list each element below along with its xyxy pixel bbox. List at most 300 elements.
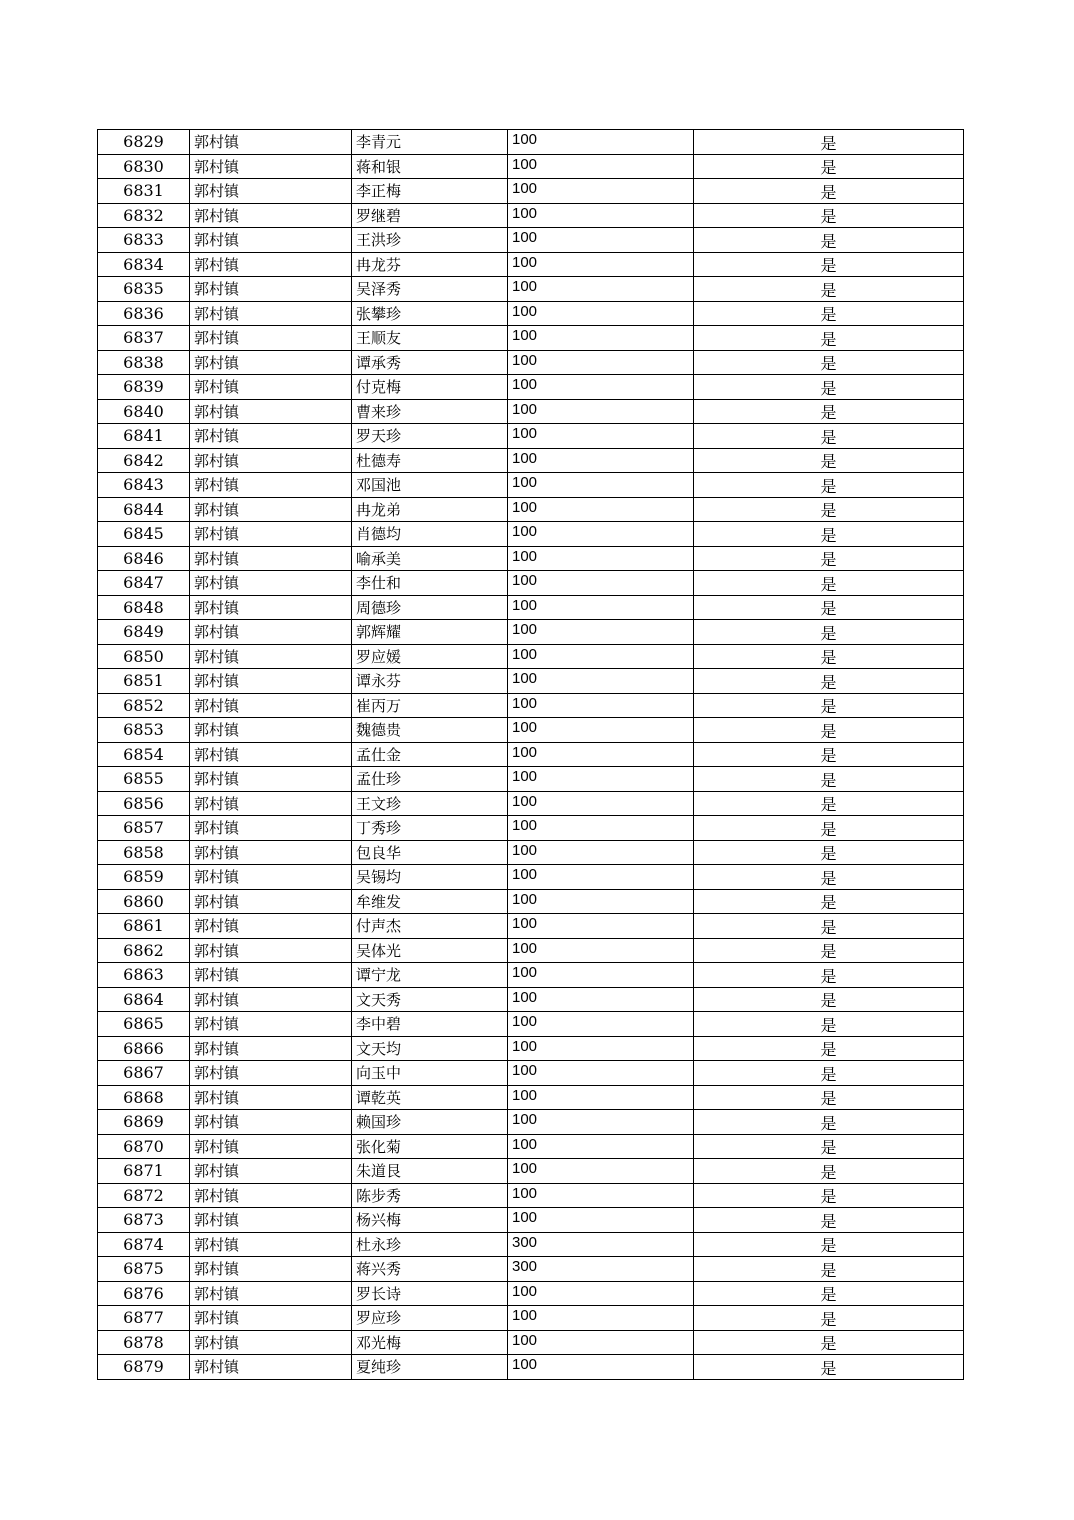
row-number-cell: 6862 xyxy=(98,938,190,963)
amount-cell: 100 xyxy=(508,1330,694,1355)
name-cell: 朱道艮 xyxy=(352,1159,508,1184)
amount-cell: 100 xyxy=(508,1306,694,1331)
amount-cell: 100 xyxy=(508,889,694,914)
amount-cell: 100 xyxy=(508,1036,694,1061)
row-number-cell: 6877 xyxy=(98,1306,190,1331)
row-number-cell: 6861 xyxy=(98,914,190,939)
amount-cell: 100 xyxy=(508,179,694,204)
row-number-cell: 6873 xyxy=(98,1208,190,1233)
town-cell: 郭村镇 xyxy=(190,375,352,400)
data-table xyxy=(97,129,964,1380)
row-number-cell: 6864 xyxy=(98,987,190,1012)
name-cell: 吴锡均 xyxy=(352,865,508,890)
row-number-cell: 6841 xyxy=(98,424,190,449)
amount-cell: 100 xyxy=(508,742,694,767)
row-number-cell: 6849 xyxy=(98,620,190,645)
table-row xyxy=(98,938,964,963)
row-number-cell: 6845 xyxy=(98,522,190,547)
amount-cell: 100 xyxy=(508,1085,694,1110)
name-cell: 郭辉耀 xyxy=(352,620,508,645)
table-row xyxy=(98,130,964,155)
town-cell: 郭村镇 xyxy=(190,228,352,253)
flag-cell: 是 xyxy=(694,742,964,767)
amount-cell: 100 xyxy=(508,522,694,547)
name-cell: 邓国池 xyxy=(352,473,508,498)
row-number-cell: 6850 xyxy=(98,644,190,669)
row-number-cell: 6879 xyxy=(98,1355,190,1380)
table-row xyxy=(98,1110,964,1135)
amount-cell: 100 xyxy=(508,767,694,792)
town-cell: 郭村镇 xyxy=(190,399,352,424)
amount-cell: 100 xyxy=(508,1012,694,1037)
flag-cell: 是 xyxy=(694,203,964,228)
town-cell: 郭村镇 xyxy=(190,350,352,375)
table-row xyxy=(98,987,964,1012)
table-row xyxy=(98,375,964,400)
amount-cell: 100 xyxy=(508,791,694,816)
town-cell: 郭村镇 xyxy=(190,1355,352,1380)
town-cell: 郭村镇 xyxy=(190,914,352,939)
name-cell: 吴泽秀 xyxy=(352,277,508,302)
row-number-cell: 6872 xyxy=(98,1183,190,1208)
town-cell: 郭村镇 xyxy=(190,277,352,302)
spreadsheet-page xyxy=(97,129,963,1380)
flag-cell: 是 xyxy=(694,620,964,645)
table-row xyxy=(98,1183,964,1208)
flag-cell: 是 xyxy=(694,1208,964,1233)
name-cell: 谭承秀 xyxy=(352,350,508,375)
town-cell: 郭村镇 xyxy=(190,546,352,571)
name-cell: 蒋和银 xyxy=(352,154,508,179)
table-row xyxy=(98,1159,964,1184)
flag-cell: 是 xyxy=(694,1330,964,1355)
name-cell: 冉龙芬 xyxy=(352,252,508,277)
table-row xyxy=(98,1134,964,1159)
row-number-cell: 6874 xyxy=(98,1232,190,1257)
name-cell: 罗应珍 xyxy=(352,1306,508,1331)
flag-cell: 是 xyxy=(694,1183,964,1208)
town-cell: 郭村镇 xyxy=(190,620,352,645)
amount-cell: 100 xyxy=(508,326,694,351)
flag-cell: 是 xyxy=(694,987,964,1012)
table-row xyxy=(98,767,964,792)
flag-cell: 是 xyxy=(694,179,964,204)
name-cell: 付克梅 xyxy=(352,375,508,400)
town-cell: 郭村镇 xyxy=(190,1281,352,1306)
amount-cell: 100 xyxy=(508,1061,694,1086)
table-row xyxy=(98,424,964,449)
name-cell: 陈步秀 xyxy=(352,1183,508,1208)
amount-cell: 100 xyxy=(508,350,694,375)
town-cell: 郭村镇 xyxy=(190,326,352,351)
table-row xyxy=(98,277,964,302)
name-cell: 喻承美 xyxy=(352,546,508,571)
table-row xyxy=(98,840,964,865)
row-number-cell: 6858 xyxy=(98,840,190,865)
flag-cell: 是 xyxy=(694,326,964,351)
flag-cell: 是 xyxy=(694,301,964,326)
row-number-cell: 6847 xyxy=(98,571,190,596)
town-cell: 郭村镇 xyxy=(190,1232,352,1257)
row-number-cell: 6871 xyxy=(98,1159,190,1184)
town-cell: 郭村镇 xyxy=(190,448,352,473)
amount-cell: 100 xyxy=(508,228,694,253)
table-row xyxy=(98,571,964,596)
town-cell: 郭村镇 xyxy=(190,203,352,228)
town-cell: 郭村镇 xyxy=(190,571,352,596)
town-cell: 郭村镇 xyxy=(190,473,352,498)
town-cell: 郭村镇 xyxy=(190,154,352,179)
town-cell: 郭村镇 xyxy=(190,742,352,767)
amount-cell: 100 xyxy=(508,130,694,155)
row-number-cell: 6865 xyxy=(98,1012,190,1037)
table-row xyxy=(98,1208,964,1233)
table-row xyxy=(98,669,964,694)
flag-cell: 是 xyxy=(694,595,964,620)
name-cell: 崔丙万 xyxy=(352,693,508,718)
amount-cell: 300 xyxy=(508,1232,694,1257)
amount-cell: 100 xyxy=(508,987,694,1012)
amount-cell: 100 xyxy=(508,669,694,694)
town-cell: 郭村镇 xyxy=(190,987,352,1012)
flag-cell: 是 xyxy=(694,1012,964,1037)
table-row xyxy=(98,644,964,669)
flag-cell: 是 xyxy=(694,1306,964,1331)
table-row xyxy=(98,791,964,816)
amount-cell: 100 xyxy=(508,865,694,890)
row-number-cell: 6853 xyxy=(98,718,190,743)
table-row xyxy=(98,1330,964,1355)
row-number-cell: 6832 xyxy=(98,203,190,228)
table-row xyxy=(98,179,964,204)
amount-cell: 100 xyxy=(508,1159,694,1184)
name-cell: 罗继碧 xyxy=(352,203,508,228)
flag-cell: 是 xyxy=(694,399,964,424)
table-row xyxy=(98,399,964,424)
name-cell: 李中碧 xyxy=(352,1012,508,1037)
flag-cell: 是 xyxy=(694,375,964,400)
flag-cell: 是 xyxy=(694,791,964,816)
town-cell: 郭村镇 xyxy=(190,791,352,816)
row-number-cell: 6833 xyxy=(98,228,190,253)
name-cell: 杜德寿 xyxy=(352,448,508,473)
name-cell: 李正梅 xyxy=(352,179,508,204)
table-row xyxy=(98,742,964,767)
table-row xyxy=(98,595,964,620)
flag-cell: 是 xyxy=(694,644,964,669)
name-cell: 王顺友 xyxy=(352,326,508,351)
town-cell: 郭村镇 xyxy=(190,1330,352,1355)
name-cell: 冉龙弟 xyxy=(352,497,508,522)
town-cell: 郭村镇 xyxy=(190,840,352,865)
amount-cell: 100 xyxy=(508,473,694,498)
town-cell: 郭村镇 xyxy=(190,718,352,743)
town-cell: 郭村镇 xyxy=(190,301,352,326)
table-row xyxy=(98,154,964,179)
table-row xyxy=(98,1036,964,1061)
table-row xyxy=(98,1012,964,1037)
town-cell: 郭村镇 xyxy=(190,816,352,841)
row-number-cell: 6842 xyxy=(98,448,190,473)
amount-cell: 100 xyxy=(508,840,694,865)
flag-cell: 是 xyxy=(694,1134,964,1159)
table-row xyxy=(98,1257,964,1282)
table-row xyxy=(98,1085,964,1110)
amount-cell: 100 xyxy=(508,644,694,669)
town-cell: 郭村镇 xyxy=(190,938,352,963)
amount-cell: 100 xyxy=(508,497,694,522)
amount-cell: 100 xyxy=(508,424,694,449)
name-cell: 蒋兴秀 xyxy=(352,1257,508,1282)
row-number-cell: 6870 xyxy=(98,1134,190,1159)
table-row xyxy=(98,1232,964,1257)
amount-cell: 100 xyxy=(508,693,694,718)
flag-cell: 是 xyxy=(694,889,964,914)
town-cell: 郭村镇 xyxy=(190,1306,352,1331)
flag-cell: 是 xyxy=(694,1257,964,1282)
table-row xyxy=(98,693,964,718)
table-row xyxy=(98,914,964,939)
town-cell: 郭村镇 xyxy=(190,644,352,669)
row-number-cell: 6838 xyxy=(98,350,190,375)
table-body xyxy=(98,130,964,1380)
table-row xyxy=(98,865,964,890)
amount-cell: 300 xyxy=(508,1257,694,1282)
row-number-cell: 6856 xyxy=(98,791,190,816)
name-cell: 丁秀珍 xyxy=(352,816,508,841)
flag-cell: 是 xyxy=(694,228,964,253)
table-row xyxy=(98,497,964,522)
name-cell: 吴体光 xyxy=(352,938,508,963)
amount-cell: 100 xyxy=(508,399,694,424)
flag-cell: 是 xyxy=(694,1110,964,1135)
name-cell: 孟仕珍 xyxy=(352,767,508,792)
row-number-cell: 6863 xyxy=(98,963,190,988)
amount-cell: 100 xyxy=(508,1110,694,1135)
row-number-cell: 6868 xyxy=(98,1085,190,1110)
row-number-cell: 6837 xyxy=(98,326,190,351)
row-number-cell: 6831 xyxy=(98,179,190,204)
flag-cell: 是 xyxy=(694,1281,964,1306)
table-row xyxy=(98,1061,964,1086)
town-cell: 郭村镇 xyxy=(190,179,352,204)
town-cell: 郭村镇 xyxy=(190,1085,352,1110)
row-number-cell: 6848 xyxy=(98,595,190,620)
name-cell: 夏纯珍 xyxy=(352,1355,508,1380)
row-number-cell: 6851 xyxy=(98,669,190,694)
flag-cell: 是 xyxy=(694,571,964,596)
table-row xyxy=(98,1306,964,1331)
flag-cell: 是 xyxy=(694,840,964,865)
name-cell: 牟维发 xyxy=(352,889,508,914)
row-number-cell: 6843 xyxy=(98,473,190,498)
row-number-cell: 6855 xyxy=(98,767,190,792)
amount-cell: 100 xyxy=(508,914,694,939)
flag-cell: 是 xyxy=(694,350,964,375)
town-cell: 郭村镇 xyxy=(190,1134,352,1159)
table-row xyxy=(98,203,964,228)
row-number-cell: 6854 xyxy=(98,742,190,767)
flag-cell: 是 xyxy=(694,669,964,694)
town-cell: 郭村镇 xyxy=(190,1012,352,1037)
row-number-cell: 6834 xyxy=(98,252,190,277)
table-row xyxy=(98,718,964,743)
amount-cell: 100 xyxy=(508,1134,694,1159)
row-number-cell: 6836 xyxy=(98,301,190,326)
town-cell: 郭村镇 xyxy=(190,1061,352,1086)
flag-cell: 是 xyxy=(694,767,964,792)
amount-cell: 100 xyxy=(508,1183,694,1208)
amount-cell: 100 xyxy=(508,301,694,326)
flag-cell: 是 xyxy=(694,473,964,498)
amount-cell: 100 xyxy=(508,571,694,596)
row-number-cell: 6839 xyxy=(98,375,190,400)
name-cell: 魏德贵 xyxy=(352,718,508,743)
town-cell: 郭村镇 xyxy=(190,669,352,694)
name-cell: 杜永珍 xyxy=(352,1232,508,1257)
table-row xyxy=(98,326,964,351)
name-cell: 罗应媛 xyxy=(352,644,508,669)
flag-cell: 是 xyxy=(694,963,964,988)
town-cell: 郭村镇 xyxy=(190,693,352,718)
amount-cell: 100 xyxy=(508,620,694,645)
amount-cell: 100 xyxy=(508,546,694,571)
amount-cell: 100 xyxy=(508,595,694,620)
flag-cell: 是 xyxy=(694,497,964,522)
amount-cell: 100 xyxy=(508,963,694,988)
table-row xyxy=(98,1281,964,1306)
town-cell: 郭村镇 xyxy=(190,1257,352,1282)
table-row xyxy=(98,301,964,326)
name-cell: 王洪珍 xyxy=(352,228,508,253)
town-cell: 郭村镇 xyxy=(190,252,352,277)
name-cell: 向玉中 xyxy=(352,1061,508,1086)
flag-cell: 是 xyxy=(694,522,964,547)
flag-cell: 是 xyxy=(694,1061,964,1086)
row-number-cell: 6875 xyxy=(98,1257,190,1282)
flag-cell: 是 xyxy=(694,938,964,963)
flag-cell: 是 xyxy=(694,546,964,571)
row-number-cell: 6857 xyxy=(98,816,190,841)
amount-cell: 100 xyxy=(508,277,694,302)
row-number-cell: 6867 xyxy=(98,1061,190,1086)
flag-cell: 是 xyxy=(694,424,964,449)
name-cell: 曹来珍 xyxy=(352,399,508,424)
row-number-cell: 6830 xyxy=(98,154,190,179)
flag-cell: 是 xyxy=(694,1085,964,1110)
flag-cell: 是 xyxy=(694,252,964,277)
table-row xyxy=(98,963,964,988)
row-number-cell: 6869 xyxy=(98,1110,190,1135)
name-cell: 李青元 xyxy=(352,130,508,155)
flag-cell: 是 xyxy=(694,914,964,939)
flag-cell: 是 xyxy=(694,693,964,718)
amount-cell: 100 xyxy=(508,1208,694,1233)
row-number-cell: 6846 xyxy=(98,546,190,571)
town-cell: 郭村镇 xyxy=(190,595,352,620)
flag-cell: 是 xyxy=(694,718,964,743)
town-cell: 郭村镇 xyxy=(190,522,352,547)
flag-cell: 是 xyxy=(694,1232,964,1257)
town-cell: 郭村镇 xyxy=(190,130,352,155)
name-cell: 付声杰 xyxy=(352,914,508,939)
row-number-cell: 6876 xyxy=(98,1281,190,1306)
town-cell: 郭村镇 xyxy=(190,1183,352,1208)
table-row xyxy=(98,1355,964,1380)
name-cell: 罗长诗 xyxy=(352,1281,508,1306)
table-row xyxy=(98,546,964,571)
name-cell: 周德珍 xyxy=(352,595,508,620)
town-cell: 郭村镇 xyxy=(190,497,352,522)
flag-cell: 是 xyxy=(694,1159,964,1184)
amount-cell: 100 xyxy=(508,252,694,277)
flag-cell: 是 xyxy=(694,154,964,179)
town-cell: 郭村镇 xyxy=(190,889,352,914)
town-cell: 郭村镇 xyxy=(190,1110,352,1135)
table-row xyxy=(98,448,964,473)
town-cell: 郭村镇 xyxy=(190,1208,352,1233)
row-number-cell: 6878 xyxy=(98,1330,190,1355)
row-number-cell: 6866 xyxy=(98,1036,190,1061)
flag-cell: 是 xyxy=(694,130,964,155)
town-cell: 郭村镇 xyxy=(190,767,352,792)
town-cell: 郭村镇 xyxy=(190,1159,352,1184)
row-number-cell: 6840 xyxy=(98,399,190,424)
name-cell: 包良华 xyxy=(352,840,508,865)
flag-cell: 是 xyxy=(694,816,964,841)
name-cell: 李仕和 xyxy=(352,571,508,596)
name-cell: 张攀珍 xyxy=(352,301,508,326)
amount-cell: 100 xyxy=(508,1281,694,1306)
table-row xyxy=(98,522,964,547)
name-cell: 张化菊 xyxy=(352,1134,508,1159)
amount-cell: 100 xyxy=(508,816,694,841)
amount-cell: 100 xyxy=(508,203,694,228)
amount-cell: 100 xyxy=(508,938,694,963)
amount-cell: 100 xyxy=(508,718,694,743)
name-cell: 谭乾英 xyxy=(352,1085,508,1110)
table-row xyxy=(98,228,964,253)
name-cell: 邓光梅 xyxy=(352,1330,508,1355)
name-cell: 赖国珍 xyxy=(352,1110,508,1135)
name-cell: 杨兴梅 xyxy=(352,1208,508,1233)
row-number-cell: 6852 xyxy=(98,693,190,718)
flag-cell: 是 xyxy=(694,277,964,302)
table-row xyxy=(98,350,964,375)
name-cell: 谭永芬 xyxy=(352,669,508,694)
amount-cell: 100 xyxy=(508,154,694,179)
name-cell: 肖德均 xyxy=(352,522,508,547)
town-cell: 郭村镇 xyxy=(190,963,352,988)
table-row xyxy=(98,889,964,914)
flag-cell: 是 xyxy=(694,1355,964,1380)
name-cell: 罗天珍 xyxy=(352,424,508,449)
name-cell: 文天秀 xyxy=(352,987,508,1012)
flag-cell: 是 xyxy=(694,865,964,890)
row-number-cell: 6860 xyxy=(98,889,190,914)
row-number-cell: 6844 xyxy=(98,497,190,522)
table-row xyxy=(98,473,964,498)
row-number-cell: 6829 xyxy=(98,130,190,155)
name-cell: 文天均 xyxy=(352,1036,508,1061)
name-cell: 孟仕金 xyxy=(352,742,508,767)
row-number-cell: 6859 xyxy=(98,865,190,890)
table-row xyxy=(98,816,964,841)
flag-cell: 是 xyxy=(694,1036,964,1061)
table-row xyxy=(98,252,964,277)
amount-cell: 100 xyxy=(508,448,694,473)
amount-cell: 100 xyxy=(508,375,694,400)
